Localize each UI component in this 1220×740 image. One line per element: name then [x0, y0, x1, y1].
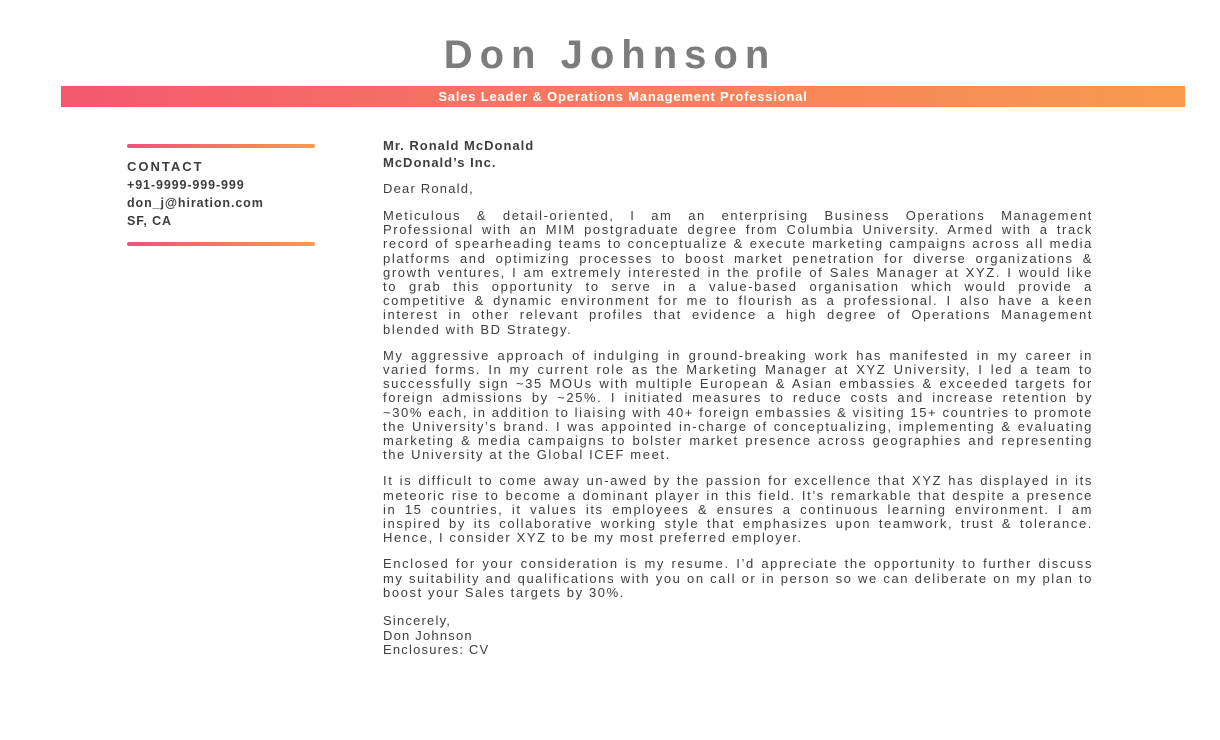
letter-paragraph-2: My aggressive approach of indulging in ground-breaking work has manifested in my career in varied forms. In my current role as the Marketing Manager at XYZ University, I led a team to successfully sign ~35 MOUs with multiple European & Asian embassies & exceeded targets for foreign admissions by ~25%. I initiated measures to reduce costs and increase retention by ~30% each, in addition to liaising with 40+ foreign embassies & visiting 15+ countries to promote the University’s brand. I was appointed in-charge of conceptualizing, implementing & evaluating marketing & media campaigns to bolster market presence across geographies and representing the University at the Global ICEF meet. — [383, 347, 1093, 463]
letter-paragraph-4: Enclosed for your consideration is my resume. I’d appreciate the opportunity to further discuss my suitability and qualifications with you on call or in person so we can deliberate on my plan to boost your Sales targets by 30%. — [383, 556, 1093, 600]
gradient-divider-top — [127, 144, 315, 148]
contact-section — [127, 144, 315, 246]
contact-phone: +91-9999-999-999 — [127, 178, 245, 192]
contact-location: SF, CA — [127, 214, 172, 228]
signature-name: Don Johnson — [383, 627, 473, 643]
letter-paragraph-1: Meticulous & detail-oriented, I am an enterprising Business Operations Management Professional with an MIM postgraduate degree from Columbia University. Armed with a track record of spearheading teams to conceptualize & execute marketing campaigns across all media platforms and optimizing processes to boost market penetration for diverse organizations & growth ventures, I am extremely interested in the profile of Sales Manager at XYZ. I would like to grab this opportunity to serve in a value-based organisation which would provide a competitive & dynamic environment for me to flourish as a professional. I also have a keen interest in other relevant profiles that evidence a high degree of Operations Management blended with BD Strategy. — [383, 208, 1093, 337]
letter-paragraph-3: It is difficult to come away un-awed by the passion for excellence that XYZ has displayed in its meteoric rise to become a dominant player in this field. It’s remarkable that despite a presence in 15 countries, it values its employees & ensures a continuous learning environment. I am inspired by its collaborative working style that emphasizes upon teamwork, trust & tolerance. Hence, I consider XYZ to be my most preferred employer. — [383, 473, 1093, 546]
signature-block — [383, 614, 1093, 658]
enclosures: Enclosures: CV — [383, 642, 490, 658]
salutation: Dear Ronald, — [383, 181, 474, 196]
tagline-banner: Sales Leader & Operations Management Professional — [61, 86, 1185, 107]
closing: Sincerely, — [383, 613, 452, 629]
recipient-company: McDonald’s Inc. — [383, 155, 497, 170]
page-title: Don Johnson — [443, 33, 777, 77]
gradient-divider-bottom — [127, 242, 315, 246]
contact-email: don_j@hiration.com — [127, 196, 264, 210]
contact-heading: CONTACT — [127, 159, 204, 174]
recipient-name: Mr. Ronald McDonald — [383, 138, 535, 153]
letter-body — [383, 137, 1093, 658]
